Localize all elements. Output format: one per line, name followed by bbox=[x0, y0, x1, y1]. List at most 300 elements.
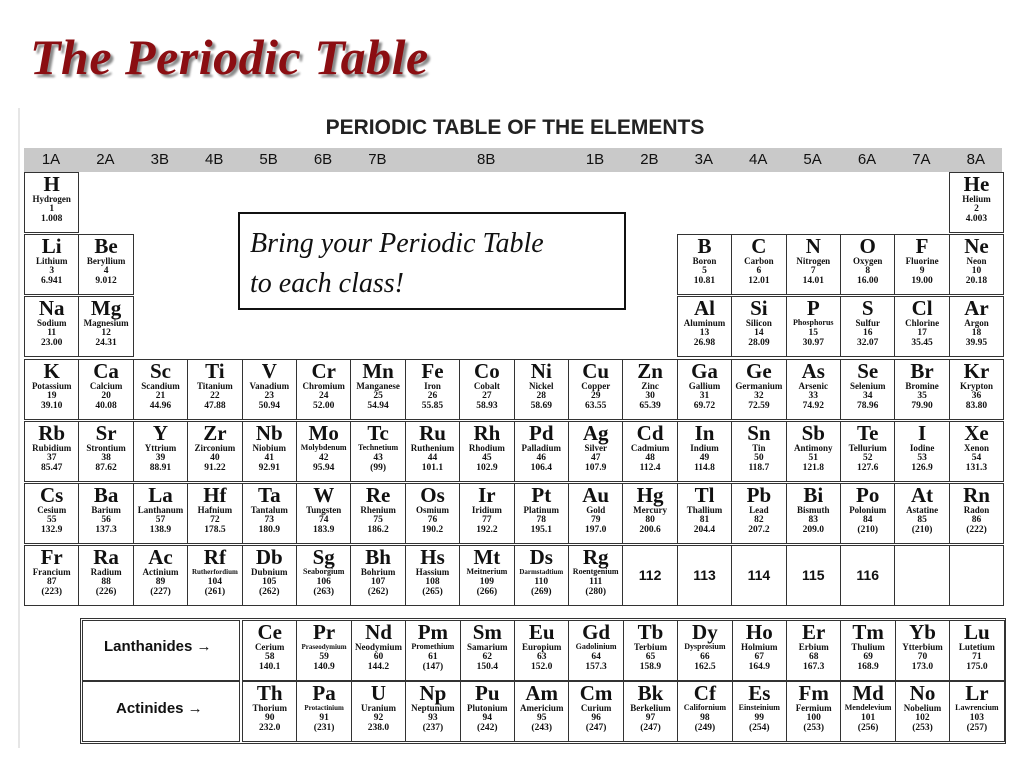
element-name: Thallium bbox=[686, 505, 723, 515]
atomic-mass: 85.47 bbox=[41, 462, 63, 473]
atomic-mass: (253) bbox=[803, 723, 824, 733]
element-cell bbox=[894, 359, 949, 420]
element-symbol: Cl bbox=[911, 296, 933, 321]
group-label: 8B bbox=[477, 151, 496, 168]
group-label: 1A bbox=[41, 151, 61, 168]
element-symbol: Ac bbox=[148, 545, 173, 570]
element-cell bbox=[459, 545, 514, 606]
element-symbol: Tb bbox=[637, 620, 664, 644]
group-label: 7B bbox=[368, 151, 387, 168]
atomic-mass: (266) bbox=[476, 587, 498, 598]
atomic-mass: (247) bbox=[640, 723, 661, 733]
element-name: Niobium bbox=[252, 442, 287, 453]
atomic-mass: 197.0 bbox=[585, 525, 607, 535]
element-cell bbox=[514, 545, 569, 606]
group-label: 6A bbox=[857, 151, 877, 168]
element-symbol: Ir bbox=[478, 483, 496, 507]
atomic-number: 109 bbox=[479, 577, 494, 588]
element-symbol: Fe bbox=[421, 358, 444, 383]
atomic-number: 49 bbox=[699, 452, 710, 463]
element-cell bbox=[514, 620, 569, 681]
element-symbol: Rg bbox=[582, 545, 609, 570]
atomic-number: 69 bbox=[863, 652, 873, 662]
atomic-mass: 30.97 bbox=[802, 338, 824, 349]
element-symbol: Sr bbox=[95, 420, 117, 445]
atomic-number: 48 bbox=[645, 452, 655, 463]
element-symbol: Te bbox=[856, 420, 879, 445]
element-cell bbox=[24, 296, 79, 357]
atomic-number: 100 bbox=[806, 713, 821, 723]
atomic-mass: 180.9 bbox=[258, 525, 280, 535]
element-name: Krypton bbox=[959, 380, 993, 391]
element-name: Hydrogen bbox=[32, 194, 71, 204]
element-cell bbox=[568, 483, 623, 544]
element-name: Rutherfordium bbox=[191, 568, 238, 577]
atomic-number: 12 bbox=[101, 328, 111, 339]
element-symbol: As bbox=[801, 358, 825, 383]
atomic-number: 44 bbox=[427, 452, 438, 463]
atomic-number: 80 bbox=[645, 515, 655, 525]
element-name: Cobalt bbox=[473, 380, 500, 391]
atomic-number: 17 bbox=[917, 328, 927, 339]
atomic-mass: (265) bbox=[422, 587, 443, 598]
atomic-mass: 40.08 bbox=[95, 400, 117, 411]
element-name: Arsenic bbox=[798, 380, 829, 391]
element-cell bbox=[296, 421, 351, 482]
element-cell bbox=[949, 421, 1004, 482]
atomic-mass: 39.95 bbox=[965, 338, 988, 349]
element-name: Actinium bbox=[142, 567, 179, 578]
atomic-mass: (280) bbox=[585, 587, 606, 598]
element-cell bbox=[677, 421, 732, 482]
atomic-number: 6 bbox=[756, 266, 762, 277]
atomic-number: 89 bbox=[155, 577, 166, 588]
element-name: Silicon bbox=[745, 318, 772, 329]
atomic-mass: 126.9 bbox=[911, 462, 933, 473]
element-symbol: Mo bbox=[308, 420, 339, 445]
element-cell bbox=[894, 483, 949, 544]
element-cell bbox=[296, 483, 351, 544]
element-symbol: K bbox=[43, 358, 60, 383]
atomic-number: 76 bbox=[427, 515, 438, 525]
element-name: Yttrium bbox=[144, 442, 177, 453]
element-cell bbox=[622, 545, 677, 606]
atomic-number: 70 bbox=[917, 652, 928, 662]
element-symbol: O bbox=[859, 234, 876, 259]
atomic-number: 71 bbox=[972, 652, 982, 662]
element-name: Vanadium bbox=[249, 380, 290, 391]
atomic-number: 72 bbox=[210, 515, 220, 525]
atomic-mass: 186.2 bbox=[367, 525, 389, 535]
element-cell bbox=[24, 172, 79, 233]
atomic-mass: 35.45 bbox=[911, 338, 933, 349]
element-symbol: No bbox=[909, 681, 936, 705]
element-name: Nickel bbox=[529, 380, 554, 391]
atomic-mass: 204.4 bbox=[693, 525, 716, 535]
element-name: Ruthenium bbox=[410, 442, 455, 453]
element-cell bbox=[894, 545, 949, 606]
element-symbol: Gd bbox=[582, 620, 611, 644]
element-symbol: Co bbox=[474, 358, 500, 383]
element-symbol: Ru bbox=[419, 420, 446, 445]
element-symbol: Pa bbox=[312, 681, 336, 705]
atomic-mass: (247) bbox=[585, 723, 607, 733]
atomic-number: 95 bbox=[536, 713, 547, 723]
atomic-number: 99 bbox=[754, 713, 765, 723]
atomic-mass: (210) bbox=[911, 525, 933, 535]
element-name: Ytterbium bbox=[902, 642, 943, 652]
element-name: Roentgenium bbox=[572, 567, 619, 577]
element-cell bbox=[514, 681, 569, 742]
atomic-number: 96 bbox=[591, 713, 601, 723]
element-name: Hassium bbox=[415, 567, 450, 578]
element-cell bbox=[840, 545, 895, 606]
element-symbol: Cr bbox=[311, 358, 336, 383]
atomic-number: 46 bbox=[536, 452, 547, 463]
element-name: Xenon bbox=[963, 442, 989, 453]
element-name: Carbon bbox=[744, 256, 774, 267]
atomic-mass: 162.5 bbox=[694, 662, 716, 672]
group-label: 3A bbox=[694, 151, 713, 168]
reminder-note bbox=[238, 212, 626, 310]
group-label: 8A bbox=[966, 151, 985, 168]
element-symbol: B bbox=[697, 234, 712, 259]
element-name: Silver bbox=[584, 442, 607, 453]
element-symbol: P bbox=[806, 296, 820, 321]
element-symbol: Pd bbox=[529, 420, 554, 445]
element-cell bbox=[786, 681, 841, 742]
element-symbol: S bbox=[861, 296, 874, 321]
element-cell bbox=[622, 483, 677, 544]
element-name: Einsteinium bbox=[738, 703, 780, 712]
atomic-number: 60 bbox=[373, 652, 384, 662]
element-symbol: Eu bbox=[528, 620, 555, 644]
atomic-mass: 52.00 bbox=[313, 400, 335, 411]
element-symbol: He bbox=[963, 172, 990, 196]
element-name: Titanium bbox=[196, 380, 233, 391]
atomic-mass: (223) bbox=[41, 587, 62, 598]
atomic-mass: 19.00 bbox=[911, 276, 933, 287]
element-cell bbox=[732, 681, 787, 742]
atomic-mass: 14.01 bbox=[802, 276, 824, 287]
atomic-number: 83 bbox=[808, 515, 819, 525]
atomic-mass: 54.94 bbox=[367, 400, 389, 411]
element-cell bbox=[351, 620, 406, 681]
atomic-mass: 88.91 bbox=[149, 462, 172, 473]
atomic-number: 55 bbox=[46, 515, 57, 525]
atomic-mass: 26.98 bbox=[693, 338, 716, 349]
element-name: Tungsten bbox=[306, 505, 342, 515]
element-symbol: Ra bbox=[93, 545, 119, 570]
element-cell bbox=[568, 359, 623, 420]
element-cell bbox=[731, 483, 786, 544]
atomic-mass: (257) bbox=[966, 723, 988, 733]
element-cell bbox=[568, 545, 623, 606]
atomic-mass: 121.8 bbox=[802, 462, 824, 473]
element-cell bbox=[296, 359, 351, 420]
element-name: Europium bbox=[522, 642, 562, 652]
element-cell bbox=[78, 234, 133, 295]
atomic-number: 22 bbox=[210, 390, 220, 401]
element-symbol: Ho bbox=[745, 620, 773, 644]
element-symbol: Ar bbox=[964, 296, 989, 321]
atomic-mass: (99) bbox=[370, 462, 386, 473]
atomic-mass: 164.9 bbox=[748, 662, 770, 672]
atomic-number: 81 bbox=[699, 515, 710, 525]
element-symbol: Rn bbox=[963, 483, 990, 507]
element-symbol: Sn bbox=[747, 420, 771, 445]
atomic-number: 106 bbox=[316, 577, 331, 588]
element-name: Manganese bbox=[356, 380, 400, 391]
element-name: Lanthanum bbox=[137, 505, 184, 515]
element-name: Praseodymium bbox=[301, 643, 347, 651]
element-symbol: Nb bbox=[255, 420, 283, 445]
element-cell bbox=[895, 681, 950, 742]
atomic-number: 23 bbox=[264, 390, 275, 401]
atomic-mass: 12.01 bbox=[748, 276, 770, 287]
element-symbol: Po bbox=[856, 483, 880, 507]
atomic-mass: (269) bbox=[531, 587, 552, 598]
atomic-number: 108 bbox=[425, 577, 440, 588]
atomic-number: 37 bbox=[46, 452, 57, 463]
element-cell bbox=[460, 620, 515, 681]
element-name: Protactinium bbox=[304, 704, 344, 712]
element-name: Barium bbox=[91, 505, 121, 515]
element-symbol: Th bbox=[256, 681, 283, 705]
element-symbol: Si bbox=[750, 296, 768, 321]
element-cell bbox=[296, 620, 351, 681]
element-symbol: Ds bbox=[529, 545, 553, 570]
element-cell bbox=[133, 545, 188, 606]
atomic-number: 116 bbox=[856, 567, 879, 584]
lanthanides-label: Lanthanides → bbox=[104, 638, 212, 655]
element-name: Mendelevium bbox=[844, 703, 892, 712]
atomic-number: 63 bbox=[536, 652, 547, 662]
element-cell bbox=[24, 234, 79, 295]
element-name: Seaborgium bbox=[303, 567, 345, 577]
atomic-number: 59 bbox=[319, 652, 329, 662]
element-cell bbox=[949, 359, 1004, 420]
element-cell bbox=[514, 421, 569, 482]
element-name: Potassium bbox=[31, 380, 72, 391]
atomic-number: 65 bbox=[645, 652, 656, 662]
element-cell bbox=[677, 545, 732, 606]
atomic-number: 114 bbox=[747, 567, 771, 584]
element-cell bbox=[786, 234, 841, 295]
atomic-number: 18 bbox=[971, 328, 982, 339]
atomic-mass: 44.96 bbox=[149, 400, 172, 411]
element-cell bbox=[242, 545, 297, 606]
element-name: Magnesium bbox=[83, 318, 129, 329]
element-name: Calcium bbox=[89, 380, 123, 391]
element-name: Tellurium bbox=[848, 442, 887, 453]
atomic-number: 15 bbox=[808, 328, 819, 339]
element-name: Mercury bbox=[633, 505, 667, 515]
atomic-mass: 24.31 bbox=[95, 338, 117, 349]
atomic-mass: 127.6 bbox=[857, 462, 879, 473]
atomic-mass: 32.07 bbox=[857, 338, 879, 349]
element-name: Californium bbox=[683, 703, 726, 712]
atomic-mass: 238.0 bbox=[367, 723, 390, 733]
atomic-number: 38 bbox=[101, 452, 111, 463]
atomic-mass: (262) bbox=[367, 587, 389, 598]
element-cell bbox=[731, 359, 786, 420]
atomic-mass: (226) bbox=[95, 587, 117, 598]
atomic-number: 104 bbox=[207, 577, 222, 588]
atomic-number: 31 bbox=[699, 390, 710, 401]
element-symbol: Be bbox=[94, 234, 118, 259]
element-symbol: Mg bbox=[90, 296, 122, 321]
atomic-mass: 39.10 bbox=[41, 400, 63, 411]
atomic-mass: 91.22 bbox=[204, 462, 226, 473]
atomic-number: 14 bbox=[754, 328, 764, 339]
atomic-mass: 16.00 bbox=[857, 276, 879, 287]
atomic-mass: 178.5 bbox=[204, 525, 226, 535]
element-cell bbox=[677, 234, 732, 295]
element-cell bbox=[242, 681, 297, 742]
atomic-number: 64 bbox=[591, 652, 601, 662]
element-name: Iodine bbox=[909, 442, 935, 453]
atomic-number: 42 bbox=[318, 452, 329, 463]
element-cell bbox=[459, 483, 514, 544]
element-name: Neodymium bbox=[354, 642, 402, 652]
element-name: Tantalum bbox=[250, 505, 288, 515]
element-symbol: Cs bbox=[40, 483, 64, 507]
element-symbol: Fm bbox=[798, 681, 829, 705]
element-name: Dubnium bbox=[251, 567, 288, 578]
element-symbol: Sb bbox=[801, 420, 825, 445]
element-cell bbox=[296, 545, 351, 606]
element-name: Platinum bbox=[523, 505, 560, 515]
element-cell bbox=[786, 545, 841, 606]
atomic-number: 111 bbox=[589, 577, 603, 588]
atomic-mass: 144.2 bbox=[367, 662, 390, 672]
element-symbol: Np bbox=[419, 681, 447, 705]
atomic-number: 36 bbox=[971, 390, 982, 401]
atomic-number: 30 bbox=[645, 390, 655, 401]
atomic-number: 93 bbox=[428, 713, 438, 723]
element-name: Antimony bbox=[794, 442, 833, 453]
periodic-table-heading: PERIODIC TABLE OF THE ELEMENTS bbox=[325, 116, 705, 139]
atomic-mass: 200.6 bbox=[639, 525, 661, 535]
atomic-mass: 101.1 bbox=[421, 462, 444, 473]
element-symbol: Ni bbox=[530, 358, 552, 383]
element-symbol: Cf bbox=[693, 681, 716, 705]
element-name: Curium bbox=[580, 703, 612, 713]
atomic-number: 113 bbox=[693, 567, 716, 584]
atomic-number: 77 bbox=[482, 515, 492, 525]
element-cell bbox=[78, 421, 133, 482]
element-name: Hafnium bbox=[197, 505, 233, 515]
element-cell bbox=[242, 359, 297, 420]
element-cell bbox=[351, 681, 406, 742]
element-name: Lutetium bbox=[958, 642, 995, 652]
lanthanides-label-box bbox=[82, 620, 240, 681]
element-cell bbox=[405, 483, 460, 544]
atomic-number: 91 bbox=[319, 713, 329, 723]
element-cell bbox=[405, 545, 460, 606]
element-symbol: Fr bbox=[40, 545, 63, 570]
atomic-number: 52 bbox=[862, 452, 873, 463]
atomic-number: 51 bbox=[808, 452, 819, 463]
element-cell bbox=[840, 681, 895, 742]
atomic-number: 33 bbox=[808, 390, 819, 401]
element-name: Lead bbox=[749, 505, 769, 515]
element-name: Gold bbox=[586, 505, 606, 515]
element-cell bbox=[894, 296, 949, 357]
atomic-mass: 4.003 bbox=[965, 214, 988, 224]
atomic-mass: 140.9 bbox=[313, 662, 335, 672]
element-name: Helium bbox=[962, 194, 991, 204]
atomic-mass: 106.4 bbox=[530, 462, 552, 473]
atomic-mass: 23.00 bbox=[41, 338, 63, 349]
atomic-number: 85 bbox=[917, 515, 927, 525]
element-cell bbox=[840, 234, 895, 295]
element-symbol: Pb bbox=[746, 483, 772, 507]
atomic-number: 28 bbox=[536, 390, 547, 401]
atomic-mass: (243) bbox=[531, 723, 552, 733]
element-cell bbox=[894, 421, 949, 482]
atomic-number: 16 bbox=[862, 328, 873, 339]
atomic-number: 21 bbox=[155, 390, 166, 401]
element-name: Argon bbox=[964, 318, 989, 329]
atomic-number: 39 bbox=[155, 452, 166, 463]
element-cell bbox=[187, 483, 242, 544]
atomic-number: 50 bbox=[754, 452, 764, 463]
element-symbol: Bh bbox=[365, 545, 391, 570]
atomic-mass: 195.1 bbox=[530, 525, 552, 535]
element-cell bbox=[133, 421, 188, 482]
element-cell bbox=[24, 545, 79, 606]
atomic-number: 35 bbox=[917, 390, 927, 401]
group-label: 3B bbox=[150, 151, 169, 168]
element-cell bbox=[24, 483, 79, 544]
atomic-number: 9 bbox=[919, 266, 925, 277]
element-name: Berkelium bbox=[630, 703, 671, 713]
element-symbol: Kr bbox=[963, 358, 990, 383]
atomic-number: 1 bbox=[49, 204, 55, 214]
element-symbol: Lr bbox=[965, 681, 989, 705]
element-name: Iridium bbox=[471, 505, 502, 515]
atomic-mass: 158.9 bbox=[639, 662, 662, 672]
atomic-number: 10 bbox=[971, 266, 982, 277]
element-symbol: Ba bbox=[93, 483, 119, 507]
element-symbol: Pr bbox=[313, 620, 336, 644]
element-cell bbox=[24, 421, 79, 482]
element-cell bbox=[731, 421, 786, 482]
element-cell bbox=[568, 421, 623, 482]
element-symbol: Zr bbox=[203, 420, 227, 445]
element-cell bbox=[786, 483, 841, 544]
group-label: 2A bbox=[96, 151, 115, 168]
atomic-mass: 152.0 bbox=[531, 662, 553, 672]
element-cell bbox=[895, 620, 950, 681]
atomic-mass: (254) bbox=[749, 723, 770, 733]
element-cell bbox=[459, 421, 514, 482]
atomic-mass: 207.2 bbox=[748, 525, 770, 535]
element-name: Holmium bbox=[741, 642, 778, 652]
atomic-mass: (256) bbox=[857, 723, 879, 733]
element-name: Indium bbox=[690, 442, 719, 453]
element-name: Polonium bbox=[849, 505, 887, 515]
element-symbol: Os bbox=[420, 483, 445, 507]
element-symbol: Se bbox=[857, 358, 879, 383]
atomic-number: 2 bbox=[974, 204, 979, 214]
element-symbol: Ta bbox=[257, 483, 281, 507]
atomic-number: 66 bbox=[700, 652, 710, 662]
atomic-number: 47 bbox=[590, 452, 601, 463]
atomic-mass: (210) bbox=[857, 525, 878, 535]
